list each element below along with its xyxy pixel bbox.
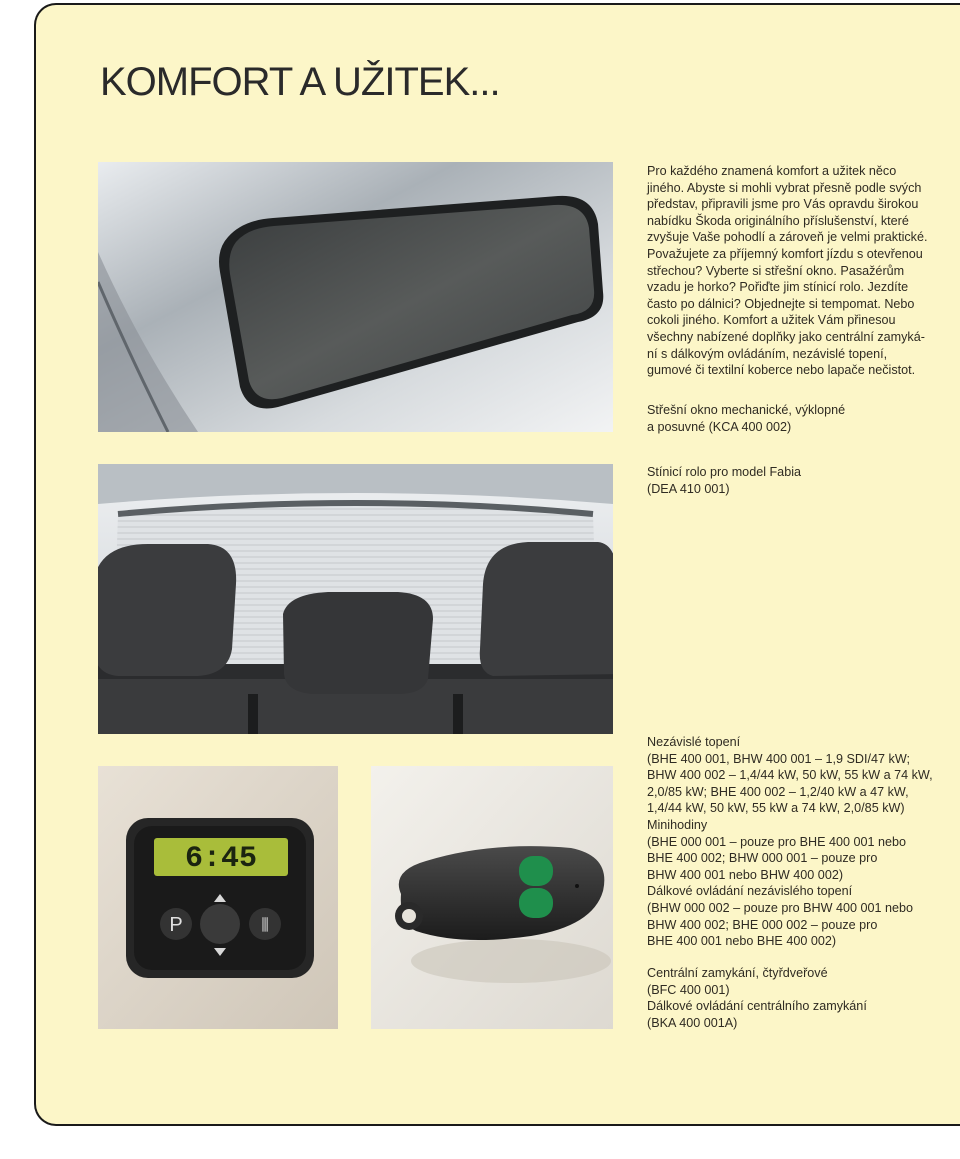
sunshade-photo <box>98 464 613 734</box>
caption-sunroof: Střešní okno mechanické, výklopné a posuvné (KCA 400 002) <box>647 403 846 434</box>
timer-display: 6:45 <box>184 842 258 876</box>
page-title: KOMFORT A UŽITEK... <box>100 60 500 104</box>
timer-button-heat: ⫼ <box>261 915 269 934</box>
caption-heating: Nezávislé topení (BHE 400 001, BHW 400 001 – 1,9 SDI/47 kW; BHW 400 002 – 1,4/44 kW, 50 kW, 55 kW a 74 kW, 2,0/85 kW; BHE 400 002 – 1,2/40 kW a 47 kW, 1,4/44 kW, 50 kW, 55 kW a 74 kW, 2,0/85 kW) Minihodiny (BHE 000 001 – pouze pro BHE 400 001 nebo BHE 400 002; BHW 000 001 – pouze pro BHW 400 001 nebo BHW 400 002) Dálkové ovládání nezávislého topení (BHW 000 002 – pouze pro BHW 400 001 nebo BHW 400 002; BHE 000 002 – pouze pro BHE 400 001 nebo BHE 400 002) <box>647 735 933 949</box>
caption-sunshade: Stínicí rolo pro model Fabia (DEA 410 001) <box>647 465 801 496</box>
intro-text: Pro každého znamená komfort a užitek něco jiného. Abyste si mohli vybrat přesně podle svých představ, připravili jsme pro Vás opravdu širokou nabídku Škoda originálního příslušenství, které zvyšuje Vaše pohodlí a zároveň je velmi praktické. Považujete za příjemný komfort jízdu s otevřenou střechou? Vyberte si střešní okno. Pasažérům vzadu je horko? Pořiďte jim stínicí rolo. Jezdíte často po dálnici? Objednejte si tempomat. Nebo cokoli jiného. Komfort a užitek Vám přinesou všechny nabízené doplňky jako centrální zamyká- ní s dálkovým ovládáním, nezávislé topení, gumové či textilní koberce nebo lapače nečistot. <box>647 164 928 378</box>
heater-timer-photo <box>98 766 338 1029</box>
caption-locking: Centrální zamykání, čtyřdveřové (BFC 400 001) Dálkové ovládání centrálního zamykání (BKA 400 001A) <box>647 966 867 1030</box>
timer-button-p: P <box>169 914 183 936</box>
sunroof-photo <box>98 162 613 432</box>
remote-control-photo <box>371 766 613 1029</box>
